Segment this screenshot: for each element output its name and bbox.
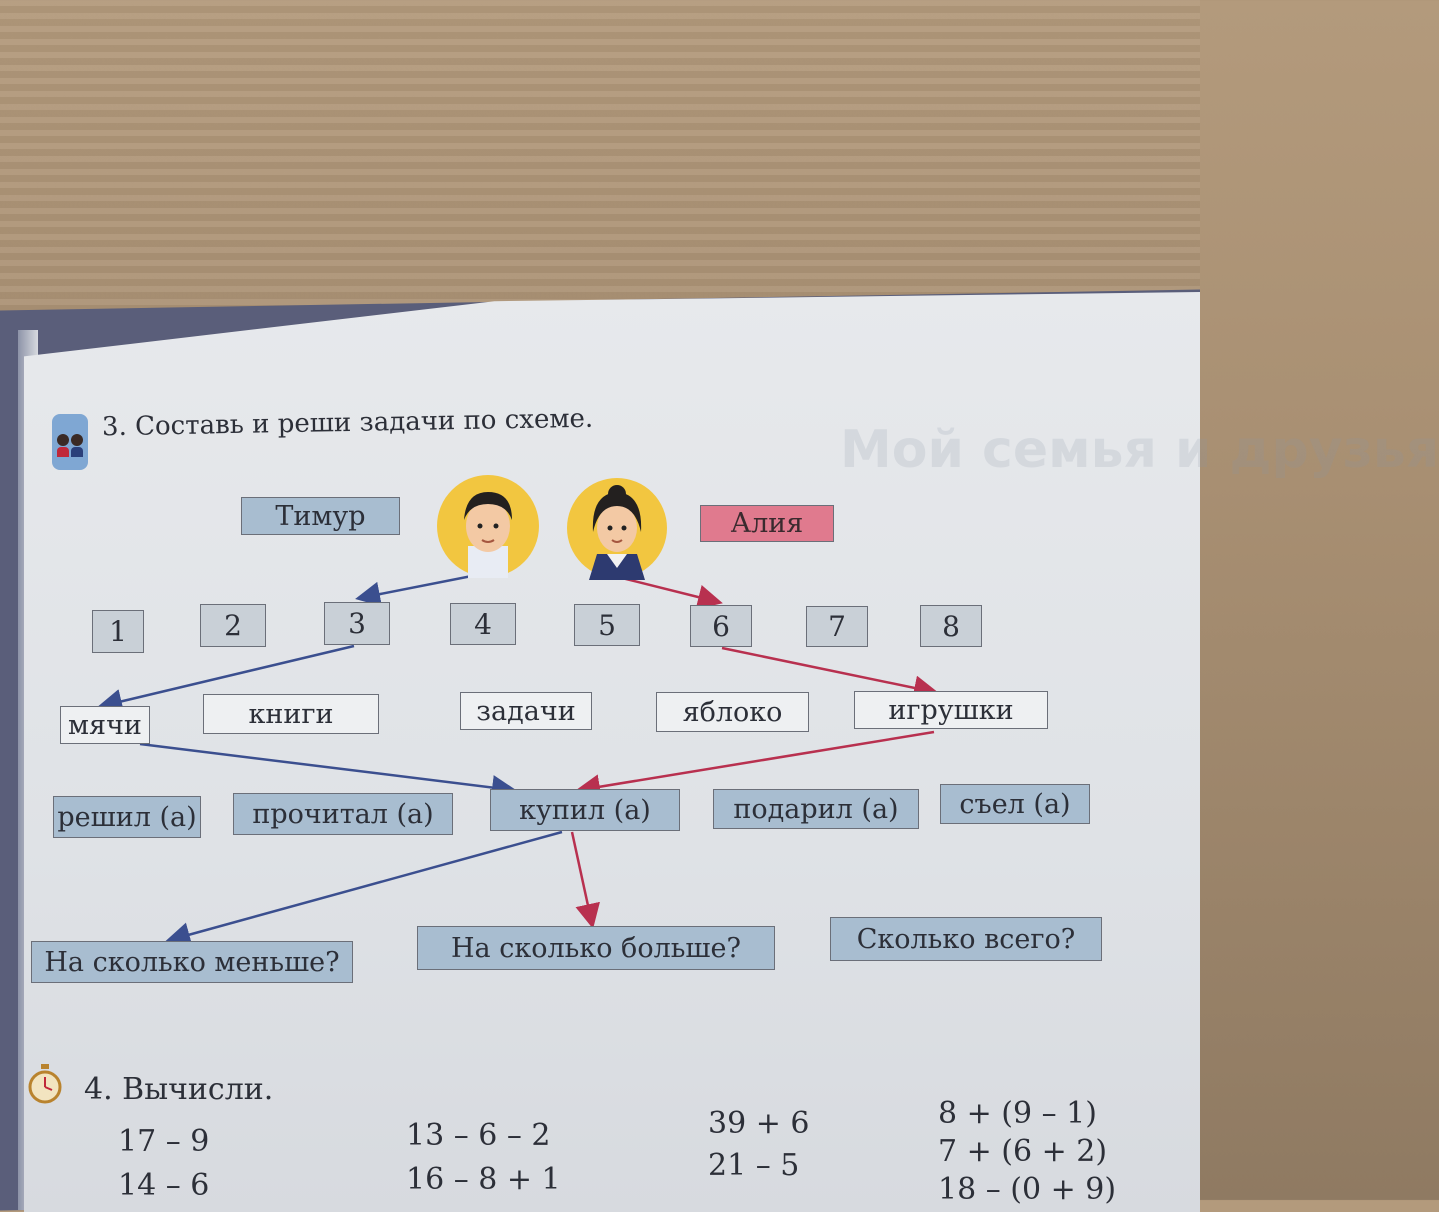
girl-portrait-icon [567,476,667,580]
example-3-1: 39 + 6 [708,1106,810,1141]
watermark-text: Мой семья и друзья [840,420,1439,480]
number-box-5: 5 [574,604,640,646]
arrow-toys-to-bought [580,732,934,790]
noun-apple: яблоко [656,692,809,732]
verb-bought: купил (а) [490,789,680,831]
example-3-2: 21 – 5 [708,1148,800,1183]
arrow-6-to-toys [722,648,934,692]
task3-title: 3. Составь и реши задачи по схеме. [101,403,594,443]
name-timur: Тимур [241,497,400,535]
arrow-bought-to-more [572,832,592,924]
noun-toys: игрушки [854,691,1048,729]
example-2-1: 13 – 6 – 2 [406,1118,551,1153]
number-box-1: 1 [92,610,144,653]
stopwatch-icon [28,1064,62,1104]
noun-balls: мячи [60,706,150,744]
boy-portrait-icon [436,474,540,578]
arrow-balls-to-bought [140,744,512,790]
number-box-6: 6 [690,605,752,647]
example-1-2: 14 – 6 [118,1168,210,1203]
verb-gave: подарил (а) [713,789,919,829]
example-4-1: 8 + (9 – 1) [938,1096,1097,1131]
question-how-many-total: Сколько всего? [830,917,1102,961]
example-4-2: 7 + (6 + 2) [938,1134,1108,1169]
example-4-3: 18 – (0 + 9) [938,1172,1117,1207]
question-how-much-more: На сколько больше? [417,926,775,970]
verb-solved: решил (а) [53,796,201,838]
arrow-bought-to-less [170,832,562,940]
example-1-1: 17 – 9 [118,1124,210,1159]
task4-title: 4. Вычисли. [84,1072,274,1107]
number-box-8: 8 [920,605,982,647]
question-how-much-less: На сколько меньше? [31,941,353,983]
number-box-4: 4 [450,603,516,645]
arrow-aliya-to-6 [622,578,718,602]
name-aliya: Алия [700,505,834,542]
number-box-3: 3 [324,602,390,645]
noun-tasks: задачи [460,692,592,730]
verb-ate: съел (а) [940,784,1090,824]
verb-read: прочитал (а) [233,793,453,835]
number-box-2: 2 [200,604,266,647]
example-2-2: 16 – 8 + 1 [406,1162,561,1197]
noun-books: книги [203,694,379,734]
number-box-7: 7 [806,606,868,647]
